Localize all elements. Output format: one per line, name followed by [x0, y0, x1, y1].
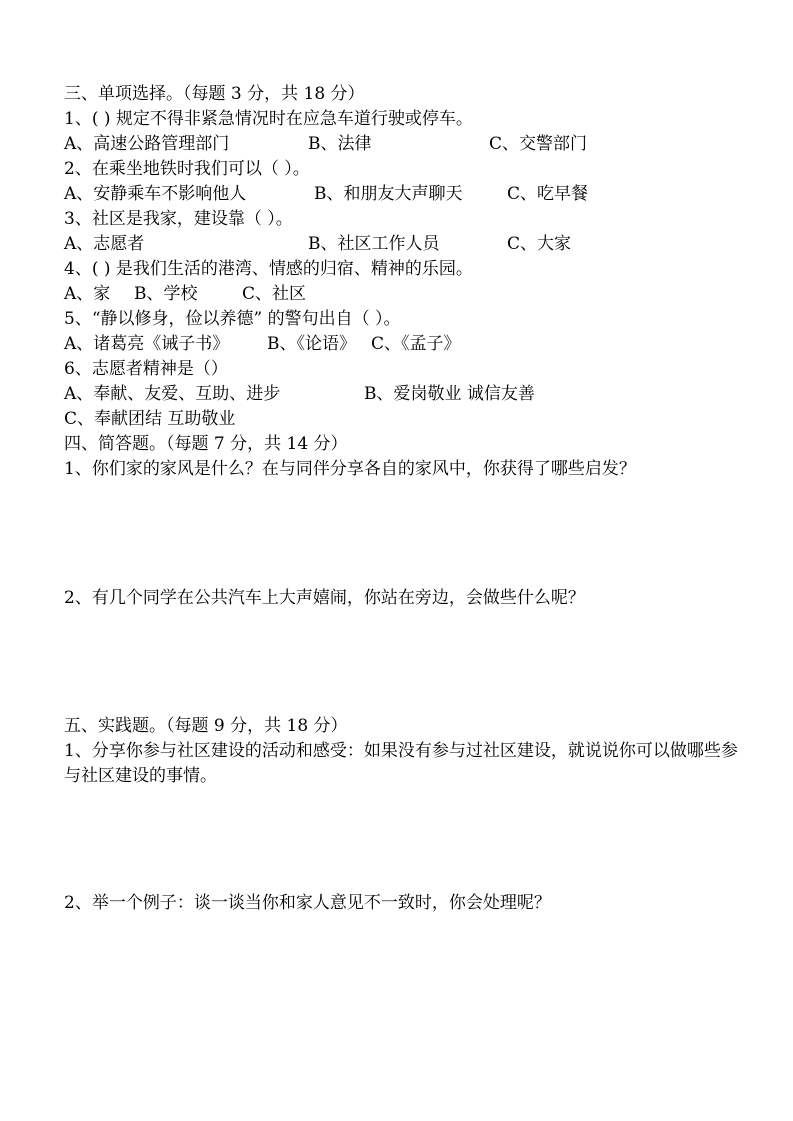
- question-1-option-b: B、法律: [308, 134, 372, 154]
- question-6-stem: 6、志愿者精神是（）: [64, 359, 228, 379]
- section-4-heading: 四、简答题。（每题 7 分，共 14 分）: [64, 434, 348, 454]
- short-answer-question-1: 1、你们家的家风是什么？在与同伴分享各自的家风中，你获得了哪些启发？: [64, 459, 636, 479]
- question-4-stem: 4、( ) 是我们生活的港湾、情感的归宿、精神的乐园。: [64, 259, 473, 279]
- question-3-options: [64, 234, 744, 254]
- question-4-option-b: B、学校: [134, 284, 198, 304]
- question-2-options: [64, 184, 744, 204]
- question-5-stem: 5、“静以修身，俭以养德” 的警句出自（ ）。: [64, 309, 401, 329]
- question-3-option-c: C、大家: [507, 234, 572, 254]
- question-2-option-b: B、和朋友大声聊天: [314, 184, 463, 204]
- question-6-option-c: C、奉献团结 互助敬业: [64, 409, 236, 429]
- question-2-option-c: C、吃早餐: [507, 184, 589, 204]
- question-1-option-c: C、交警部门: [489, 134, 588, 154]
- section-3-heading: 三、单项选择。（每题 3 分，共 18 分）: [64, 84, 365, 104]
- question-6-option-a: A、奉献、友爱、互助、进步: [64, 384, 281, 404]
- section-5-heading: 五、实践题。（每题 9 分，共 18 分）: [64, 716, 348, 736]
- practice-question-2: 2、举一个例子：谈一谈当你和家人意见不一致时，你会处理呢？: [64, 893, 551, 913]
- question-3-option-a: A、志愿者: [64, 234, 145, 254]
- question-2-option-a: A、安静乘车不影响他人: [64, 184, 247, 204]
- question-3-stem: 3、社区是我家，建设靠（ ）。: [64, 209, 293, 229]
- question-4-option-c: C、社区: [242, 284, 307, 304]
- practice-question-1: 1、分享你参与社区建设的活动和感受：如果没有参与过社区建设，就说说你可以做哪些参与社区建设的事情。: [64, 741, 738, 786]
- question-5-option-a: A、诸葛亮《诫子书》: [64, 334, 230, 354]
- short-answer-question-2: 2、有几个同学在公共汽车上大声嬉闹，你站在旁边，会做些什么呢？: [64, 588, 585, 608]
- question-5-option-b: B、《论语》: [267, 334, 356, 354]
- question-2-stem: 2、在乘坐地铁时我们可以（ ）。: [64, 159, 310, 179]
- question-1-options: [64, 134, 744, 154]
- question-3-option-b: B、社区工作人员: [308, 234, 440, 254]
- question-4-option-a: A、家: [64, 284, 111, 304]
- question-1-option-a: A、高速公路管理部门: [64, 134, 230, 154]
- question-6-options-row-1: [64, 384, 744, 404]
- question-1-stem: 1、( ) 规定不得非紧急情况时在应急车道行驶或停车。: [64, 109, 473, 129]
- question-5-options: [64, 334, 744, 354]
- question-6-option-b: B、爱岗敬业 诚信友善: [364, 384, 535, 404]
- question-4-options: [64, 284, 744, 304]
- question-5-option-c: C、《孟子》: [371, 334, 461, 354]
